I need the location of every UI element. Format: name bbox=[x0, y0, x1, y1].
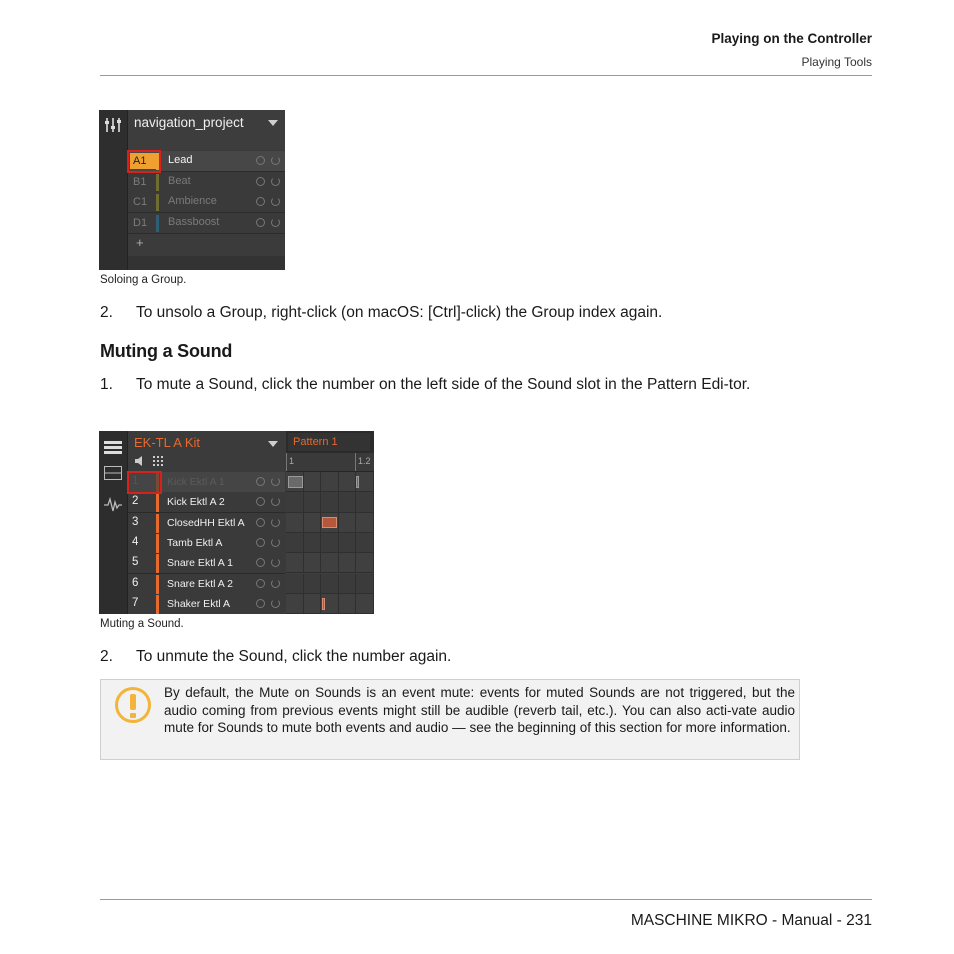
sound-name[interactable]: ClosedHH Ektl A bbox=[167, 516, 245, 529]
sound-number-button[interactable]: 3 bbox=[132, 515, 139, 528]
solo-icon[interactable] bbox=[256, 197, 265, 206]
sound-number-button[interactable]: 2 bbox=[132, 495, 139, 508]
mixer-icon bbox=[105, 116, 122, 133]
step-text: To unsolo a Group, right-click (on macOS: [Ctrl]-click) the Group index again. bbox=[136, 304, 663, 321]
solo-icon[interactable] bbox=[256, 177, 265, 186]
group-name[interactable]: Ambience bbox=[168, 195, 217, 207]
sound-color-bar bbox=[156, 493, 159, 512]
project-name: navigation_project bbox=[134, 115, 244, 130]
figure-caption: Muting a Sound. bbox=[100, 618, 184, 630]
waveform-icon bbox=[104, 497, 122, 513]
sound-number-button[interactable]: 5 bbox=[132, 556, 139, 569]
chevron-down-icon[interactable] bbox=[268, 120, 278, 126]
add-group-button[interactable]: + bbox=[136, 235, 144, 250]
kit-header[interactable] bbox=[128, 431, 285, 473]
grid-cell[interactable] bbox=[286, 574, 304, 594]
sound-color-bar bbox=[156, 534, 159, 553]
solo-icon[interactable] bbox=[256, 558, 265, 567]
step-number: 2. bbox=[100, 648, 113, 665]
grid-dots-icon[interactable] bbox=[152, 455, 164, 467]
sound-name[interactable]: Snare Ektl A 2 bbox=[167, 577, 233, 590]
group-list-footer bbox=[128, 256, 285, 270]
power-icon[interactable] bbox=[271, 477, 280, 486]
grid-cell[interactable] bbox=[356, 574, 374, 594]
pattern-tab[interactable] bbox=[288, 433, 370, 451]
sound-name[interactable]: Snare Ektl A 1 bbox=[167, 557, 233, 570]
solo-icon[interactable] bbox=[256, 218, 265, 227]
note-event[interactable] bbox=[288, 476, 303, 488]
timeline-ruler[interactable] bbox=[286, 453, 374, 472]
grid-cell[interactable] bbox=[321, 492, 339, 512]
pattern-editor-screenshot bbox=[99, 431, 374, 614]
highlight-box bbox=[127, 150, 161, 173]
grid-cell[interactable] bbox=[286, 533, 304, 553]
group-name[interactable]: Beat bbox=[168, 174, 191, 187]
step-item bbox=[100, 303, 872, 323]
solo-icon[interactable] bbox=[256, 497, 265, 506]
warning-note bbox=[100, 679, 800, 760]
grid-cell[interactable] bbox=[304, 594, 322, 614]
group-color-bar bbox=[156, 215, 159, 232]
page-footer: MASCHINE MIKRO - Manual - 231 bbox=[630, 912, 872, 929]
warning-exclamation-icon bbox=[115, 687, 151, 723]
grid-cell[interactable] bbox=[286, 553, 304, 573]
speaker-icon[interactable] bbox=[134, 455, 146, 467]
group-row[interactable] bbox=[128, 172, 285, 193]
grid-cell[interactable] bbox=[304, 533, 322, 553]
step-text: To mute a Sound, click the number on the left side of the Sound slot in the Pattern Edi-tor. bbox=[136, 376, 751, 393]
group-color-bar bbox=[156, 194, 159, 211]
grid-cell[interactable] bbox=[286, 513, 304, 533]
grid-cell[interactable] bbox=[321, 574, 339, 594]
power-icon[interactable] bbox=[271, 156, 280, 165]
add-group-row[interactable] bbox=[128, 234, 285, 254]
power-icon[interactable] bbox=[271, 599, 280, 608]
grid-view-icon bbox=[104, 466, 122, 480]
grid-cell[interactable] bbox=[356, 513, 374, 533]
grid-cell[interactable] bbox=[339, 553, 357, 573]
grid-cell[interactable] bbox=[321, 472, 339, 492]
step-number: 1. bbox=[100, 376, 113, 393]
grid-cell[interactable] bbox=[339, 472, 357, 492]
group-index-button[interactable]: A1 bbox=[130, 153, 158, 169]
power-icon[interactable] bbox=[271, 497, 280, 506]
sound-name[interactable]: Shaker Ektl A bbox=[167, 597, 231, 610]
grid-cell[interactable] bbox=[304, 513, 322, 533]
sound-slot-row[interactable] bbox=[128, 553, 285, 574]
grid-cell[interactable] bbox=[356, 492, 374, 512]
power-icon[interactable] bbox=[271, 558, 280, 567]
group-name[interactable]: Lead bbox=[168, 154, 193, 166]
grid-cell[interactable] bbox=[339, 594, 357, 614]
footer-divider bbox=[100, 899, 872, 900]
sound-color-bar bbox=[156, 554, 159, 573]
sound-color-bar bbox=[156, 595, 159, 614]
section-heading: Muting a Sound bbox=[100, 341, 233, 361]
power-icon[interactable] bbox=[271, 579, 280, 588]
group-index-button[interactable]: C1 bbox=[133, 196, 148, 208]
screenshot-sidebar bbox=[99, 431, 128, 614]
kit-name: EK-TL A Kit bbox=[134, 435, 200, 450]
sound-slot-row[interactable] bbox=[128, 574, 285, 595]
sound-slot-row[interactable] bbox=[128, 492, 285, 513]
ruler-label: 1 bbox=[289, 456, 295, 466]
note-event[interactable] bbox=[322, 517, 337, 528]
group-index-button[interactable]: D1 bbox=[133, 216, 148, 229]
grid-cell[interactable] bbox=[356, 533, 374, 553]
sound-number-button[interactable]: 4 bbox=[132, 535, 139, 548]
group-index-button[interactable]: B1 bbox=[133, 175, 147, 188]
sound-number-button[interactable]: 1 bbox=[132, 475, 139, 487]
solo-icon[interactable] bbox=[256, 579, 265, 588]
solo-icon[interactable] bbox=[256, 156, 265, 165]
step-item bbox=[100, 375, 800, 415]
highlight-box bbox=[127, 471, 162, 494]
sound-slot-row[interactable] bbox=[128, 513, 285, 534]
sound-color-bar bbox=[156, 514, 159, 533]
solo-icon[interactable] bbox=[256, 599, 265, 608]
grid-cell[interactable] bbox=[339, 492, 357, 512]
grid-cell[interactable] bbox=[356, 594, 374, 614]
step-item bbox=[100, 647, 800, 667]
power-icon[interactable] bbox=[271, 177, 280, 186]
grid-cell[interactable] bbox=[339, 574, 357, 594]
grid-cell[interactable] bbox=[339, 533, 357, 553]
power-icon[interactable] bbox=[271, 518, 280, 527]
sound-slot-row[interactable] bbox=[128, 533, 285, 554]
step-number: 2. bbox=[100, 304, 113, 321]
sound-name[interactable]: Kick Ektl A 1 bbox=[167, 476, 225, 488]
power-icon[interactable] bbox=[271, 218, 280, 227]
figure-caption: Soloing a Group. bbox=[100, 274, 187, 286]
grid-cell[interactable] bbox=[339, 513, 357, 533]
grid-cell[interactable] bbox=[304, 553, 322, 573]
note-event[interactable] bbox=[356, 476, 359, 488]
ruler-label: 1.2 bbox=[358, 456, 371, 466]
solo-icon[interactable] bbox=[256, 538, 265, 547]
grid-cell[interactable] bbox=[304, 574, 322, 594]
running-header-subtitle: Playing Tools bbox=[801, 55, 872, 69]
grid-cell[interactable] bbox=[321, 533, 339, 553]
group-row[interactable] bbox=[128, 213, 285, 234]
grid-cell[interactable] bbox=[286, 492, 304, 512]
grid-cell[interactable] bbox=[356, 553, 374, 573]
group-row[interactable] bbox=[128, 192, 285, 213]
sound-slot-row[interactable] bbox=[128, 594, 285, 614]
group-list-screenshot bbox=[99, 110, 285, 270]
screenshot-sidebar bbox=[99, 110, 128, 270]
sound-name[interactable]: Tamb Ektl A bbox=[167, 536, 223, 549]
header-divider bbox=[100, 75, 872, 76]
grid-cell[interactable] bbox=[304, 492, 322, 512]
pattern-name: Pattern 1 bbox=[293, 436, 338, 448]
chevron-down-icon[interactable] bbox=[268, 441, 278, 447]
grid-cell[interactable] bbox=[304, 472, 322, 492]
pattern-editor-grid[interactable] bbox=[286, 431, 374, 614]
sound-color-bar bbox=[156, 575, 159, 594]
power-icon[interactable] bbox=[271, 538, 280, 547]
pattern-header bbox=[286, 431, 374, 453]
solo-icon[interactable] bbox=[256, 518, 265, 527]
grid-cell[interactable] bbox=[286, 594, 304, 614]
project-header[interactable] bbox=[128, 110, 285, 150]
grid-cell[interactable] bbox=[321, 553, 339, 573]
group-name[interactable]: Bassboost bbox=[168, 215, 220, 228]
power-icon[interactable] bbox=[271, 197, 280, 206]
group-color-bar bbox=[156, 174, 159, 191]
step-text: To unmute the Sound, click the number again. bbox=[136, 648, 452, 665]
warning-text: By default, the Mute on Sounds is an event mute: events for muted Sounds are not triggered, but the audio coming from previous events might still be audible (reverb tail, etc.). You can also acti-vate audio mute for Sounds to mute both events and audio — see the beginning of this section for more information. bbox=[164, 685, 795, 735]
grid-cell[interactable] bbox=[356, 472, 374, 492]
solo-icon[interactable] bbox=[256, 477, 265, 486]
sound-number-button[interactable]: 7 bbox=[132, 596, 139, 609]
running-header-title: Playing on the Controller bbox=[711, 31, 872, 46]
list-view-icon bbox=[104, 441, 122, 457]
sound-name[interactable]: Kick Ektl A 2 bbox=[167, 496, 225, 509]
note-event[interactable] bbox=[322, 598, 325, 610]
sound-number-button[interactable]: 6 bbox=[132, 576, 139, 589]
